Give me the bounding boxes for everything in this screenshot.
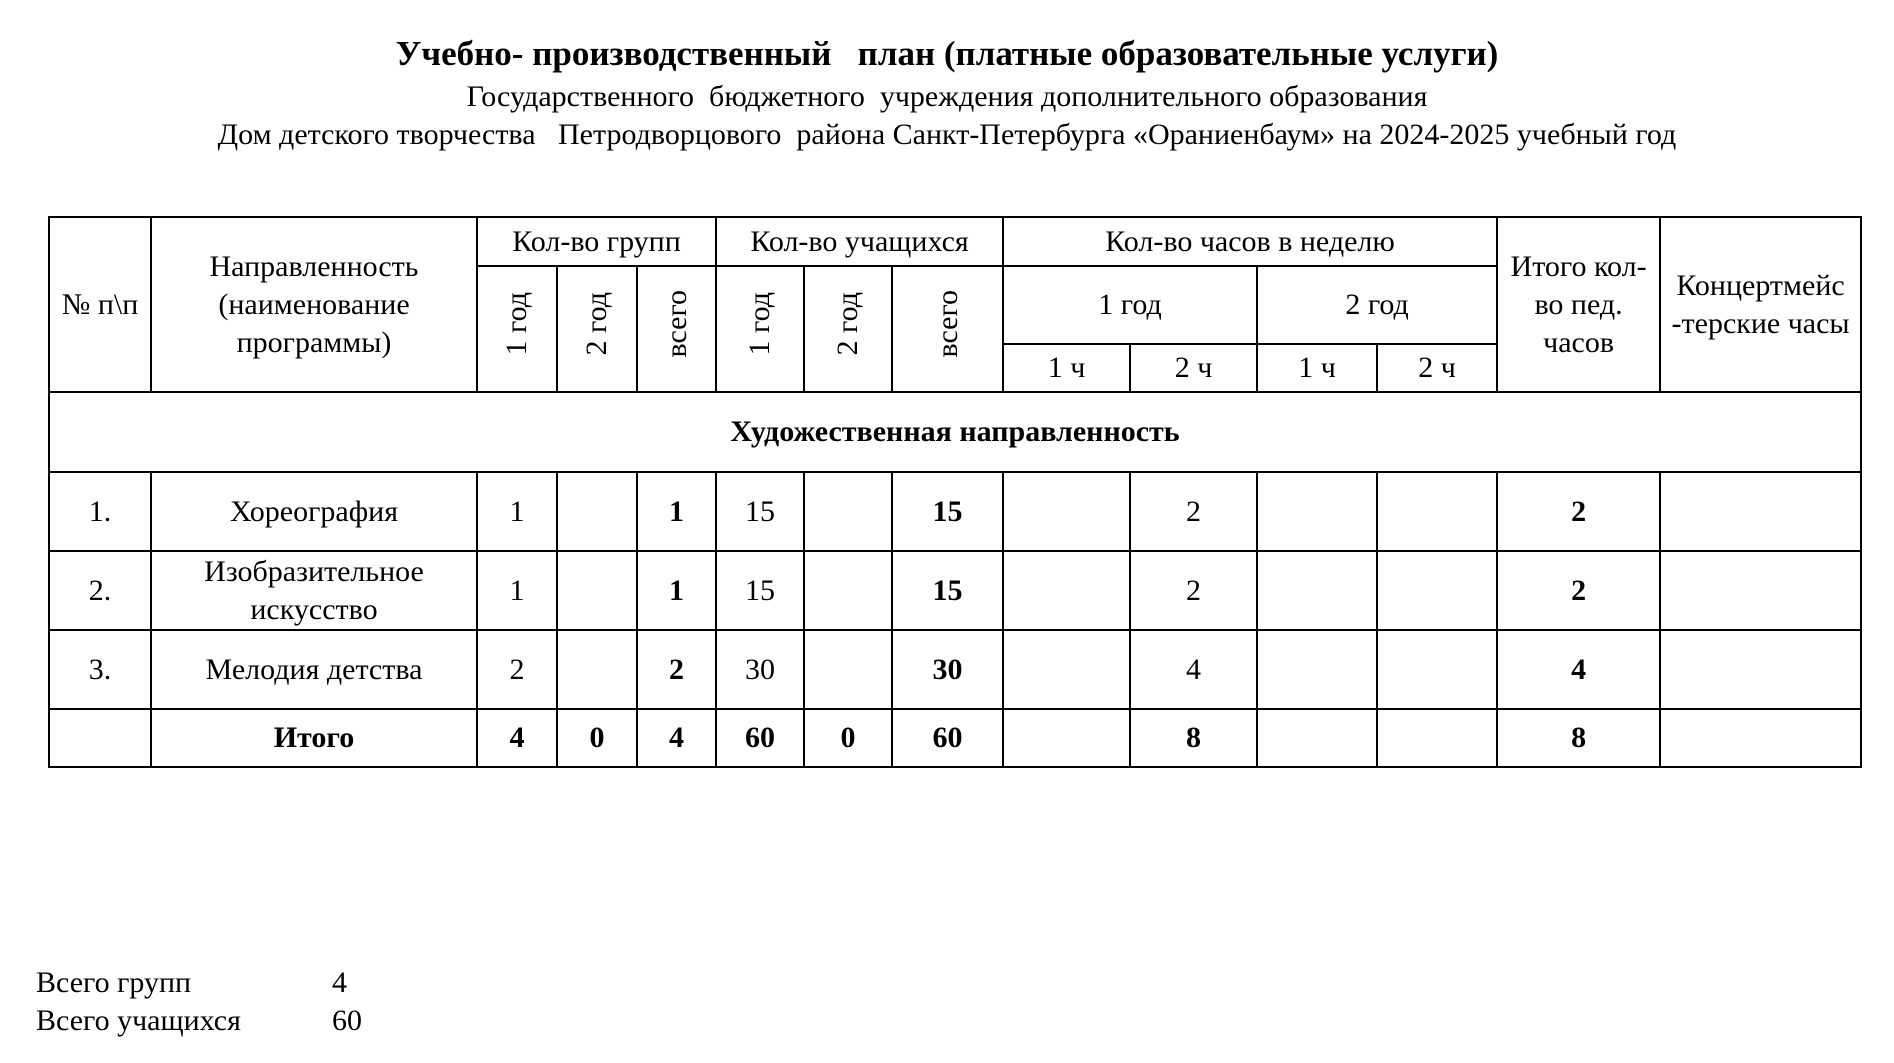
- header-y1-h2: 2 ч: [1130, 344, 1257, 392]
- summary-students-label: Всего учащихся: [36, 1004, 241, 1037]
- totals-groups-year1: 4: [477, 709, 557, 767]
- row-y1-h1: [1003, 472, 1130, 551]
- summary-groups: [36, 966, 347, 1000]
- row-students-year1: 15: [716, 551, 804, 630]
- table-row: [49, 472, 1861, 551]
- table-row: [49, 630, 1861, 709]
- document-title: Учебно- производственный план (платные образовательные услуги): [395, 34, 1499, 73]
- row-y1-h1: [1003, 551, 1130, 630]
- header-groups-total: всего: [637, 266, 716, 392]
- header-groups-year1: 1 год: [477, 266, 557, 392]
- row-groups-total: 1: [637, 472, 716, 551]
- row-program-name: Мелодия детства: [151, 630, 477, 709]
- row-y2-h1: [1257, 630, 1377, 709]
- institution-line: Государственного бюджетного учреждения дополнительного образования: [466, 80, 1428, 113]
- row-total-hours: 2: [1497, 551, 1660, 630]
- header-direction: Направленность (наименование программы): [151, 217, 477, 392]
- row-groups-year2: [557, 630, 637, 709]
- row-students-year1: 30: [716, 630, 804, 709]
- row-y2-h1: [1257, 472, 1377, 551]
- row-groups-year1: 1: [477, 551, 557, 630]
- totals-y1-h2: 8: [1130, 709, 1257, 767]
- row-groups-year1: 2: [477, 630, 557, 709]
- header-num: № п\п: [49, 217, 151, 392]
- row-groups-total: 2: [637, 630, 716, 709]
- row-y2-h2: [1377, 630, 1497, 709]
- totals-groups-total: 4: [637, 709, 716, 767]
- header-groups: Кол-во групп: [477, 217, 716, 266]
- plan-table: [48, 216, 1862, 768]
- row-groups-total: 1: [637, 551, 716, 630]
- row-students-total: 15: [892, 472, 1003, 551]
- row-total-hours: 2: [1497, 472, 1660, 551]
- row-num: 1.: [49, 472, 151, 551]
- row-total-hours: 4: [1497, 630, 1660, 709]
- row-num: 2.: [49, 551, 151, 630]
- row-concert-hours: [1660, 630, 1861, 709]
- row-students-year2: [804, 472, 892, 551]
- header-students: Кол-во учащихся: [716, 217, 1003, 266]
- row-y2-h2: [1377, 551, 1497, 630]
- row-groups-year2: [557, 551, 637, 630]
- row-num: 3.: [49, 630, 151, 709]
- totals-total-hours: 8: [1497, 709, 1660, 767]
- summary-groups-label: Всего групп: [36, 966, 192, 999]
- header-total-hours: Итого кол-во пед. часов: [1497, 217, 1660, 392]
- row-groups-year1: 1: [477, 472, 557, 551]
- totals-y2-h2: [1377, 709, 1497, 767]
- header-students-year2: 2 год: [804, 266, 892, 392]
- header-row-1: [49, 217, 1861, 266]
- row-students-total: 15: [892, 551, 1003, 630]
- summary-students: [36, 1004, 362, 1038]
- header-hours-year1: 1 год: [1003, 266, 1257, 344]
- totals-students-total: 60: [892, 709, 1003, 767]
- row-students-year2: [804, 630, 892, 709]
- header-y2-h2: 2 ч: [1377, 344, 1497, 392]
- header-y2-h1: 1 ч: [1257, 344, 1377, 392]
- totals-groups-year2: 0: [557, 709, 637, 767]
- row-students-year2: [804, 551, 892, 630]
- totals-num: [49, 709, 151, 767]
- totals-students-year2: 0: [804, 709, 892, 767]
- totals-row: [49, 709, 1861, 767]
- row-y1-h1: [1003, 630, 1130, 709]
- totals-y1-h1: [1003, 709, 1130, 767]
- header-y1-h1: 1 ч: [1003, 344, 1130, 392]
- row-y2-h1: [1257, 551, 1377, 630]
- row-y2-h2: [1377, 472, 1497, 551]
- header-groups-year2: 2 год: [557, 266, 637, 392]
- header-hours-year2: 2 год: [1257, 266, 1497, 344]
- row-students-year1: 15: [716, 472, 804, 551]
- row-y1-h2: 2: [1130, 472, 1257, 551]
- totals-y2-h1: [1257, 709, 1377, 767]
- totals-label: Итого: [151, 709, 477, 767]
- institution-name-line: Дом детского творчества Петродворцового района Санкт-Петербурга «Ораниенбаум» на 2024-2025 учебный год: [217, 118, 1677, 151]
- row-concert-hours: [1660, 551, 1861, 630]
- totals-students-year1: 60: [716, 709, 804, 767]
- row-y1-h2: 2: [1130, 551, 1257, 630]
- header-hours-week: Кол-во часов в неделю: [1003, 217, 1497, 266]
- row-program-name: Изобразительное искусство: [151, 551, 477, 630]
- header-students-year1: 1 год: [716, 266, 804, 392]
- row-students-total: 30: [892, 630, 1003, 709]
- row-program-name: Хореография: [151, 472, 477, 551]
- section-title: Художественная направленность: [49, 392, 1861, 472]
- row-concert-hours: [1660, 472, 1861, 551]
- totals-concert-hours: [1660, 709, 1861, 767]
- summary-students-value: 60: [332, 1004, 362, 1037]
- section-row: [49, 392, 1861, 472]
- header-students-total: всего: [892, 266, 1003, 392]
- row-y1-h2: 4: [1130, 630, 1257, 709]
- row-groups-year2: [557, 472, 637, 551]
- summary-groups-value: 4: [332, 966, 347, 999]
- table-row: [49, 551, 1861, 630]
- header-concert-hours: Концертмейс -терские часы: [1660, 217, 1861, 392]
